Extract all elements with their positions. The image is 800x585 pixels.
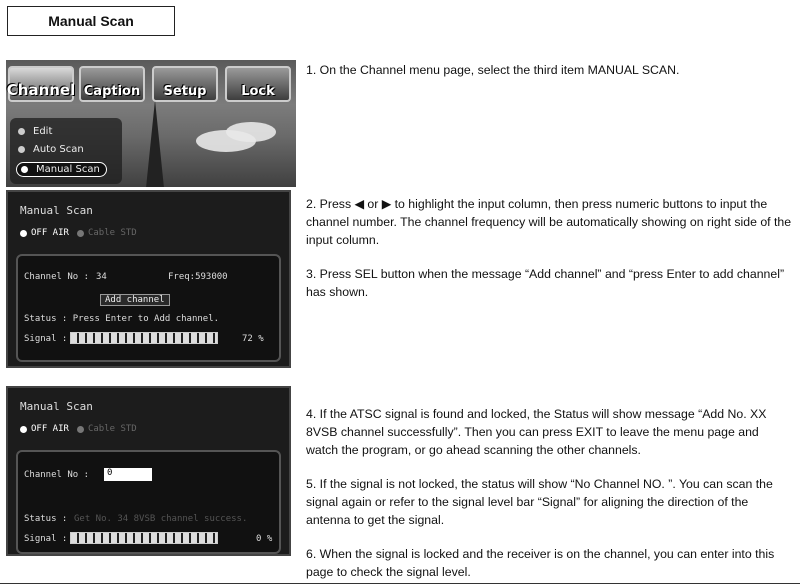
- signal-label: Signal :: [24, 334, 68, 344]
- radio-icon[interactable]: [77, 426, 84, 433]
- channel-menu-panel: [10, 118, 122, 184]
- step-1-text: 1. On the Channel menu page, select the third item MANUAL SCAN.: [306, 63, 680, 77]
- radio-icon[interactable]: [77, 230, 84, 237]
- bullet-icon: [21, 166, 28, 173]
- signal-label: Signal :: [24, 534, 68, 544]
- section-title: Manual Scan: [7, 6, 175, 36]
- source-off-air[interactable]: OFF AIR: [31, 228, 69, 238]
- bottom-rule: [0, 583, 800, 584]
- scan-panel: [16, 254, 281, 362]
- menu-item-auto-scan[interactable]: Auto Scan: [18, 144, 84, 155]
- channel-label: Channel No :: [24, 272, 90, 282]
- channel-input[interactable]: 0: [104, 468, 152, 481]
- signal-percent: 0 %: [256, 534, 273, 544]
- signal-level-bar: [70, 332, 218, 344]
- add-channel-button[interactable]: Add channel: [100, 294, 170, 306]
- source-selector: [20, 228, 137, 238]
- channel-menu-screenshot: [6, 60, 296, 187]
- scan-title: Manual Scan: [20, 400, 93, 413]
- source-off-air[interactable]: OFF AIR: [31, 424, 69, 434]
- source-cable[interactable]: Cable STD: [87, 424, 137, 434]
- frequency-readout: Freq:593000: [168, 272, 228, 282]
- tab-lock[interactable]: Lock: [225, 66, 291, 102]
- radio-icon[interactable]: [20, 426, 27, 433]
- step-2-text: 2. Press ◀ or ▶ to highlight the input column, then press numeric buttons to input the channel number. The channel frequency will be automatically showing on right side of the input column.: [306, 197, 792, 247]
- status-text: Status : Press Enter to Add channel.: [24, 314, 220, 324]
- step-5-text: 5. If the signal is not locked, the status will show “No Channel NO. ”. You can scan the signal again or refer to the signal level bar “Signal” for aligning the direction of the antenna to get the signal.: [306, 477, 773, 527]
- channel-label: Channel No :: [24, 470, 90, 480]
- step-3-text: 3. Press SEL button when the message “Add channel” and “press Enter to add channel” has shown.: [306, 267, 785, 299]
- tab-caption[interactable]: Caption: [79, 66, 145, 102]
- channel-value[interactable]: 34: [96, 272, 107, 282]
- manual-scan-screenshot-add: [6, 190, 291, 368]
- scan-panel: [16, 450, 281, 554]
- step-6-text: 6. When the signal is locked and the receiver is on the channel, you can enter into this page to check the signal level.: [306, 547, 775, 579]
- scan-title: Manual Scan: [20, 204, 93, 217]
- tab-setup[interactable]: Setup: [152, 66, 218, 102]
- step-4-text: 4. If the ATSC signal is found and locked, the Status will show message “Add No. XX 8VSB channel successfully”. Then you can press EXIT to leave the menu page and watch the program, or go ahead scanning the other channels.: [306, 407, 767, 457]
- menu-item-edit[interactable]: Edit: [18, 126, 52, 137]
- signal-level-bar: [70, 532, 218, 544]
- bullet-icon: [18, 146, 25, 153]
- menu-item-manual-scan[interactable]: Manual Scan: [16, 162, 107, 177]
- source-cable[interactable]: Cable STD: [87, 228, 137, 238]
- source-selector: [20, 424, 137, 434]
- manual-scan-screenshot-success: [6, 386, 291, 556]
- bullet-icon: [18, 128, 25, 135]
- tower-image: [146, 100, 164, 187]
- cloud-decoration: [226, 122, 276, 142]
- radio-icon[interactable]: [20, 230, 27, 237]
- signal-percent: 72 %: [242, 334, 264, 344]
- tab-channel[interactable]: Channel: [8, 66, 74, 102]
- status-label: Status :: [24, 514, 68, 524]
- status-text: Get No. 34 8VSB channel success.: [74, 514, 248, 524]
